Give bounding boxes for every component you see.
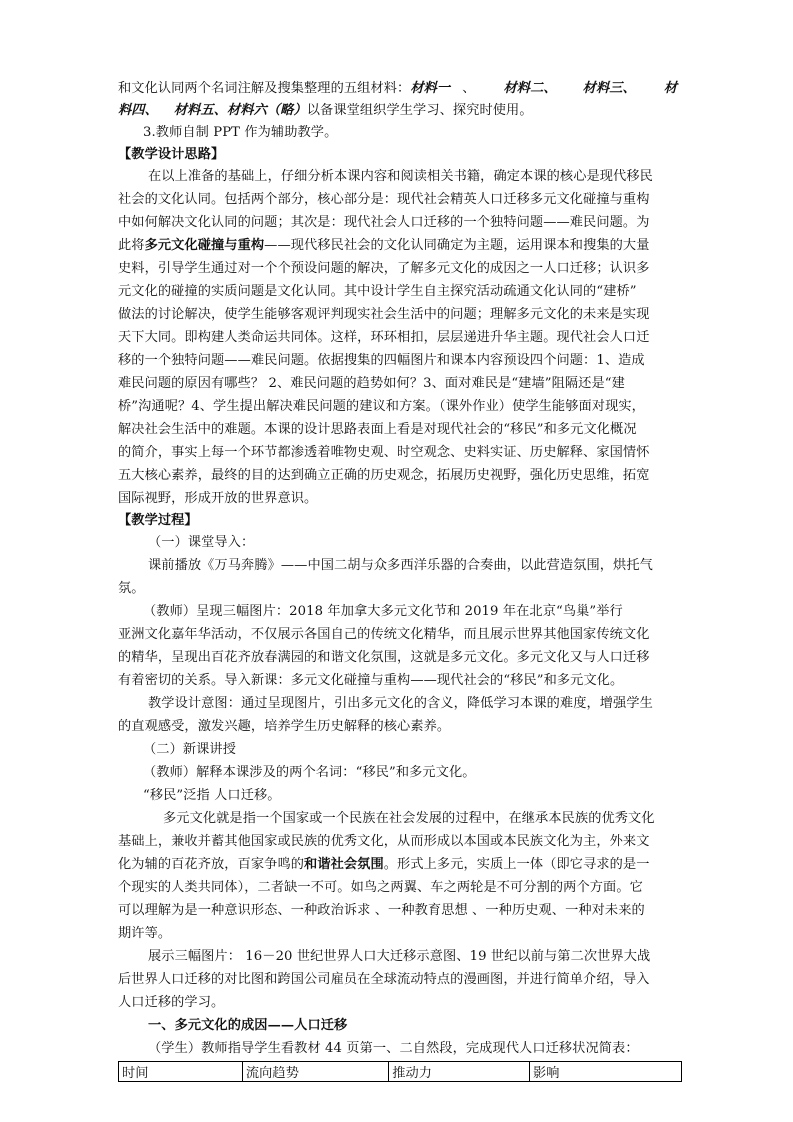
multiculture-line	[118, 854, 683, 875]
material-1: 材料一	[410, 81, 451, 96]
multiculture-text: 化为辅的百花齐放，百家争鸣的	[118, 857, 305, 872]
process-line: （教师）呈现三幅图片：2018 年加拿大多元文化节和 2019 年在北京“鸟巢”举行	[143, 604, 623, 619]
multiculture-line: 基础上，兼收并蓄其他国家或民族的优秀文化，从而形成以本国或本民族文化为主，外来文	[118, 834, 650, 849]
material-4-rest: 料四、	[118, 103, 158, 118]
design-line: 五大核心素养，最终的目的达到确立正确的历史观念，拓展历史视野，强化历史思维，拓宽	[118, 468, 650, 483]
separator: 、	[462, 81, 476, 96]
section-heading-1: 一、多元文化的成因——人口迁移	[148, 1018, 348, 1033]
intro-item-3: 3.教师自制 PPT 作为辅助教学。	[143, 125, 338, 140]
process-line: “移民”泛指 人口迁移。	[143, 788, 281, 803]
design-line: 天下大同。即构建人类命运共同体。这样，环环相扣，层层递进升华主题。现代社会人口迁	[118, 330, 650, 345]
theme-emphasis: 多元文化碰撞与重构	[144, 238, 265, 253]
design-line: 中如何解决文化认同的问题；其次是：现代社会人口迁移的一个独特问题——难民问题。为	[118, 215, 650, 230]
design-line: 移的一个独特问题——难民问题。依据搜集的四幅图片和课本内容预设四个问题：1、造成	[118, 353, 645, 368]
process-line: 亚洲文化嘉年华活动，不仅展示各国自己的传统文化精华，而且展示世界其他国家传统文化	[118, 627, 650, 642]
process-line: （教师）解释本课涉及的两个名词：“移民”和多元文化。	[143, 765, 476, 780]
material-4-part: 材	[663, 81, 678, 96]
section-2-title: （二）新课讲授	[143, 742, 237, 757]
design-line: 国际视野，形成开放的世界意识。	[118, 491, 318, 506]
multiculture-text: 。形式上多元，实质上一体（即它寻求的是一	[383, 857, 650, 872]
design-line: 社会的文化认同。包括两个部分，核心部分是：现代社会精英人口迁移多元文化碰撞与重构	[118, 192, 650, 207]
process-line: 氛。	[118, 581, 145, 596]
table-header-row	[119, 1062, 682, 1082]
header-driver: 推动力	[389, 1062, 530, 1082]
header-time: 时间	[119, 1062, 243, 1082]
intro-tail: 以备课堂组织学生学习、探究时使用。	[306, 103, 533, 118]
design-text: 此将	[118, 238, 145, 253]
design-line: 的简介，事实上每一个环节都渗透着唯物史观、时空观念、史料实证、历史解释、家国情怀	[118, 445, 650, 460]
design-heading: 【教学设计思路】	[118, 147, 225, 162]
header-trend: 流向趋势	[242, 1062, 388, 1082]
material-5-6: 材料五、材料六（略）	[173, 103, 307, 118]
design-line: 做法的讨论解决，使学生能够客观评判现实社会生活中的问题；理解多元文化的未来是实现	[118, 307, 650, 322]
design-line: 解决社会生活中的难题。本课的设计思路表面上看是对现代社会的“移民”和多元文化概况	[118, 422, 637, 437]
header-impact: 影响	[529, 1062, 681, 1082]
migration-table	[118, 1061, 682, 1082]
design-line: 在以上准备的基础上，仔细分析本课内容和阅读相关书籍，确定本课的核心是现代移民	[148, 169, 653, 184]
multiculture-line: 个现实的人类共同体），二者缺一不可。如鸟之两翼、车之两轮是不可分割的两个方面。它	[118, 880, 643, 895]
harmony-emphasis: 和谐社会氛围	[304, 857, 384, 872]
multiculture-line: 可以理解为是一种意识形态、一种政治诉求 、一种教育思想 、一种历史观、一种对未来的	[118, 903, 645, 918]
process-heading: 【教学过程】	[118, 513, 198, 528]
design-line	[118, 235, 683, 256]
design-text: ——现代移民社会的文化认同确定为主题，运用课本和搜集的大量	[264, 238, 650, 253]
material-2: 材料二、	[503, 81, 557, 96]
material-3: 材料三、	[582, 81, 636, 96]
process-line: 的精华，呈现出百花齐放春满园的和谐文化氛围，这就是多元文化。多元文化又与人口迁移	[118, 650, 650, 665]
design-intent: 的直观感受，激发兴趣，培养学生历史解释的核心素养。	[118, 719, 451, 734]
process-line: 有着密切的关系。导入新课：多元文化碰撞与重构——现代社会的“移民”和多元文化。	[118, 673, 624, 688]
section-1-title: （一）课堂导入：	[148, 535, 255, 550]
intro-line-2	[118, 100, 683, 121]
process-line: （学生）教师指导学生看教材 44 页第一、二自然段，完成现代人口迁移状况简表：	[148, 1041, 639, 1056]
show-images-line: 展示三幅图片： 16－20 世纪世界人口大迁移示意图、19 世纪以前与第二次世界大战	[148, 949, 651, 964]
intro-line-1	[118, 78, 683, 99]
show-images-line: 后世界人口迁移的对比图和跨国公司雇员在全球流动特点的漫画图，并进行简单介绍，导入	[118, 972, 650, 987]
multiculture-line: 期许等。	[118, 926, 172, 941]
design-line: 难民问题的原因有哪些？ 2、难民问题的趋势如何？3、面对难民是“建墙”阻隔还是“建	[118, 376, 625, 391]
design-line: 元文化的碰撞的实质问题是文化认同。其中设计学生自主探究活动疏通文化认同的“建桥”	[118, 284, 637, 299]
intro-text: 和文化认同两个名词注解及搜集整理的五组材料：	[118, 81, 411, 96]
design-intent: 教学设计意图：通过呈现图片，引出多元文化的含义，降低学习本课的难度，增强学生	[148, 696, 653, 711]
design-line: 桥”沟通呢？4、学生提出解决难民问题的建议和方案。（课外作业）使学生能够面对现实，	[118, 399, 645, 414]
show-images-line: 人口迁移的学习。	[118, 995, 225, 1010]
process-line: 课前播放《万马奔腾》——中国二胡与众多西洋乐器的合奏曲，以此营造氛围，烘托气	[148, 558, 653, 573]
design-line: 史料，引导学生通过对一个个预设问题的解决，了解多元文化的成因之一人口迁移；认识多	[118, 261, 650, 276]
multiculture-line: 多元文化就是指一个国家或一个民族在社会发展的过程中，在继承本民族的优秀文化	[163, 811, 655, 826]
